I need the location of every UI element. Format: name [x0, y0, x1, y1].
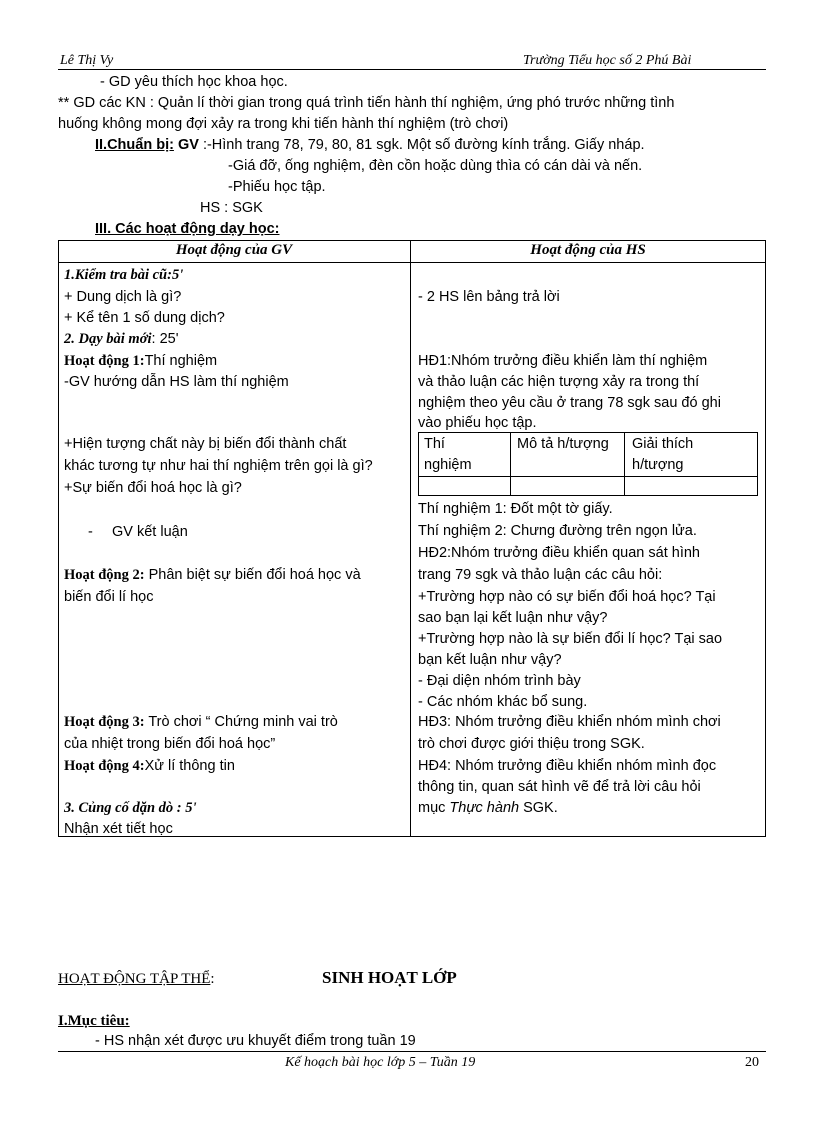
worksheet-col1-b: nghiệm [424, 457, 472, 473]
gv-conclude: GV kết luận [112, 524, 188, 540]
gv-review: Nhận xét tiết học [64, 821, 173, 837]
gv-activity-1-guide: -GV hướng dẫn HS làm thí nghiệm [64, 374, 289, 390]
hs-hd3-a: HĐ3: Nhóm trưởng điều khiển nhóm mình chơi [418, 714, 721, 730]
intro-line-3: huống không mong đợi xảy ra trong khi tiến hành thí nghiệm (trò chơi) [58, 116, 509, 132]
worksheet-col-divider-1 [510, 432, 511, 496]
gv-question-3b: khác tương tự như hai thí nghiệm trên gọi là gì? [64, 458, 373, 474]
table-column-divider [410, 240, 411, 837]
worksheet-col3-b: h/tượng [632, 457, 684, 473]
hs-hd1-b: và thảo luận các hiện tượng xảy ra trong thí [418, 374, 700, 390]
gv-new-lesson: 2. Dạy bài mới: 25' [64, 331, 179, 347]
table-header-divider [58, 262, 766, 263]
hs-hd1-d: vào phiếu học tập. [418, 415, 537, 431]
prep-hs: HS : SGK [200, 200, 263, 216]
gv-activity-1: Hoạt động 1:Thí nghiệm [64, 353, 218, 369]
worksheet-col1-a: Thí [424, 436, 445, 452]
hs-hd2-a: HĐ2:Nhóm trưởng điều khiển quan sát hình [418, 545, 700, 561]
activities-heading: III. Các hoạt động dạy học: [95, 221, 280, 237]
header-divider [58, 69, 766, 70]
gv-question-3a: +Hiện tượng chất này bị biến đổi thành chất [64, 436, 347, 452]
page-number: 20 [745, 1055, 759, 1070]
worksheet-row-divider [418, 476, 758, 477]
hs-hd2-b: trang 79 sgk và thảo luận các câu hỏi: [418, 567, 663, 583]
prep-gv-item-1: :-Hình trang 78, 79, 80, 81 sgk. Một số đường kính trắng. Giấy nháp. [202, 137, 645, 153]
gv-question-4: +Sự biến đổi hoá học là gì? [64, 480, 242, 496]
gv-check-old: 1.Kiểm tra bài cũ:5' [64, 267, 184, 283]
hs-hd4-c: mục Thực hành SGK. [418, 800, 558, 816]
hs-hd1-a: HĐ1:Nhóm trưởng điều khiển làm thí nghiệm [418, 353, 708, 369]
col-header-gv: Hoạt động của GV [175, 242, 293, 258]
gv-consolidate: 3. Củng cố dặn dò : 5' [64, 800, 197, 816]
gv-activity-2: Hoạt động 2: Phân biệt sự biến đổi hoá học và [64, 567, 361, 583]
hs-hd2-h: - Các nhóm khác bổ sung. [418, 694, 588, 710]
objective-item-1: - HS nhận xét được ưu khuyết điểm trong tuần 19 [95, 1033, 416, 1049]
prep-heading: II.Chuẩn bị: [95, 137, 174, 153]
footer-divider [58, 1051, 766, 1052]
header-school: Trường Tiểu học số 2 Phú Bài [523, 53, 692, 68]
collective-label: HOẠT ĐỘNG TẬP THỂ: [58, 971, 215, 987]
prep-gv-item-2: -Giá đỡ, ống nghiệm, đèn cồn hoặc dùng thìa có cán dài và nến. [228, 158, 643, 174]
gv-activity-3-b: của nhiệt trong biến đổi hoá học” [64, 736, 276, 752]
hs-experiment-2: Thí nghiệm 2: Chưng đường trên ngọn lửa. [418, 523, 697, 539]
prep-gv-label: GV [177, 137, 199, 153]
prep-gv-item-3: -Phiếu học tập. [228, 179, 326, 195]
hs-hd2-c: +Trường hợp nào có sự biến đổi hoá học? Tại [418, 589, 716, 605]
gv-question-2: + Kể tên 1 số dung dịch? [64, 310, 225, 326]
gv-activity-3: Hoạt động 3: Trò chơi “ Chứng minh vai trò [64, 714, 338, 730]
hs-hd1-c: nghiệm theo yêu cầu ở trang 78 sgk sau đó ghi [418, 395, 721, 411]
hs-hd2-g: - Đại diện nhóm trình bày [418, 673, 581, 689]
intro-line-2: ** GD các KN : Quản lí thời gian trong quá trình tiến hành thí nghiệm, ứng phó trước những tình [58, 95, 675, 111]
worksheet-col-divider-2 [624, 432, 625, 496]
hs-hd2-e: +Trường hợp nào là sự biến đổi lí học? Tại sao [418, 631, 723, 647]
hs-hd2-d: sao bạn lại kết luận như vậy? [418, 610, 608, 626]
gv-conclude-bullet: - [88, 524, 93, 540]
intro-line-1: - GD yêu thích học khoa học. [100, 74, 288, 90]
footer-plan: Kế hoạch bài học lớp 5 – Tuần 19 [285, 1055, 476, 1070]
worksheet-col2: Mô tả h/tượng [517, 436, 609, 452]
prep-row [95, 135, 645, 155]
hs-answer: - 2 HS lên bảng trả lời [418, 289, 560, 305]
hs-experiment-1: Thí nghiệm 1: Đốt một tờ giấy. [418, 501, 613, 517]
gv-question-1: + Dung dịch là gì? [64, 289, 182, 305]
col-header-hs: Hoạt động của HS [530, 242, 646, 258]
worksheet-col3-a: Giải thích [632, 436, 694, 452]
hs-hd4-b: thông tin, quan sát hình vẽ để trả lời câu hỏi [418, 779, 701, 795]
gv-activity-4: Hoạt động 4:Xử lí thông tin [64, 758, 235, 774]
objective-heading: I.Mục tiêu: [58, 1013, 130, 1029]
hs-hd2-f: bạn kết luận như vậy? [418, 652, 562, 668]
hs-hd3-b: trò chơi được giới thiệu trong SGK. [418, 736, 645, 752]
header-author: Lê Thị Vy [60, 53, 114, 68]
collective-title: SINH HOẠT LỚP [322, 968, 457, 987]
gv-activity-2-b: biến đổi lí học [64, 589, 154, 605]
hs-hd4-a: HĐ4: Nhóm trưởng điều khiển nhóm mình đọc [418, 758, 717, 774]
